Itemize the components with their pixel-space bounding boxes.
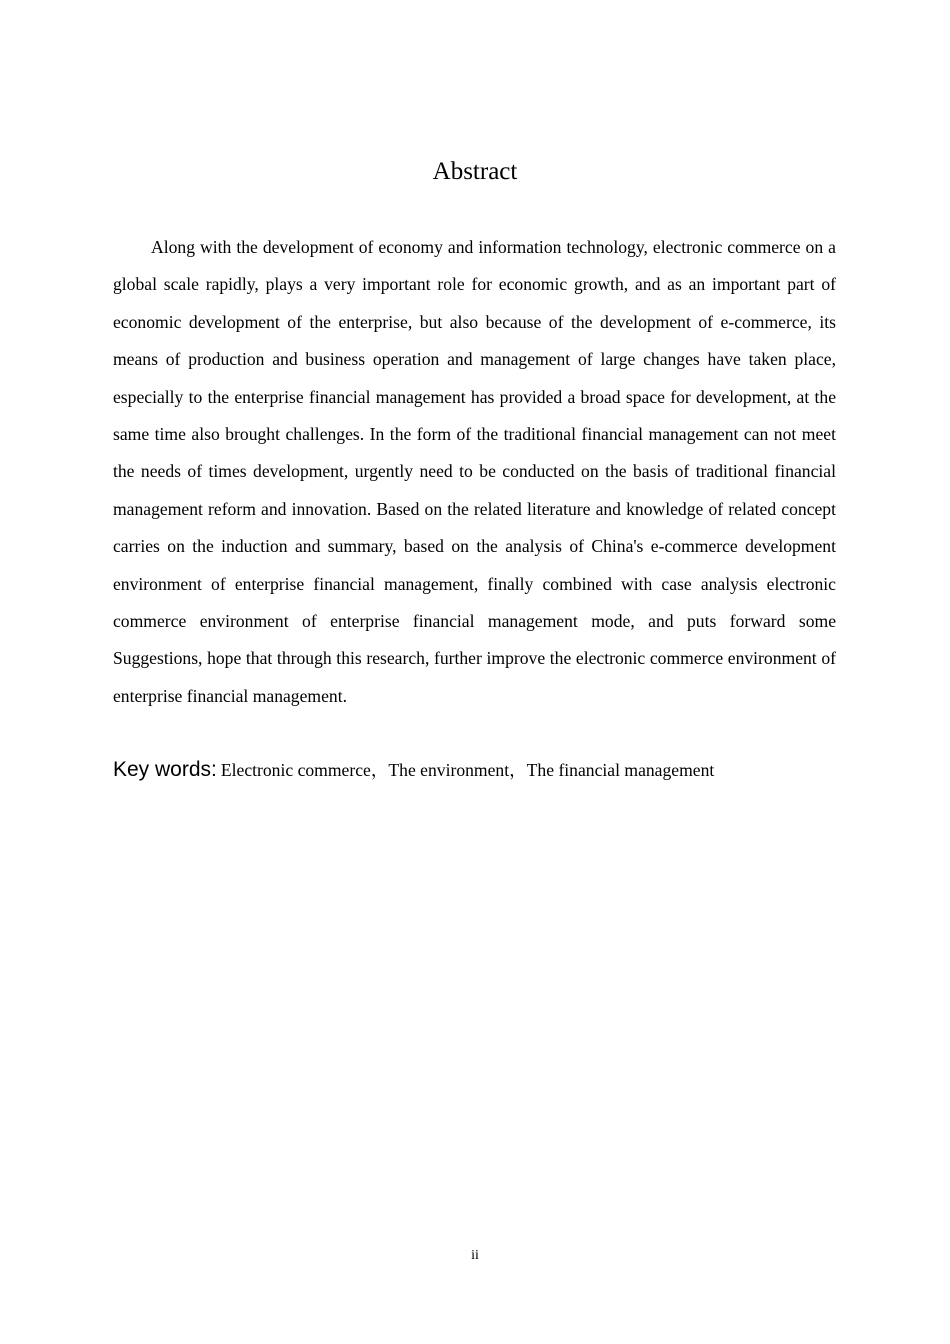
abstract-paragraph: Along with the development of economy and information technology, electronic commerce on a global scale rapidly, plays a very important role for economic growth, and as an important part of economic development of the enterprise, but also because of the development of e-commerce, its means of production and business operation and management of large changes have taken place, especially to the enterprise financial management has provided a broad space for development, at the same time also brought challenges. In the form of the traditional financial management can not meet the needs of times development, urgently need to be conducted on the basis of traditional financial management reform and innovation. Based on the related literature and knowledge of related concept carries on the induction and summary, based on the analysis of China's e-commerce development environment of enterprise financial management, finally combined with case analysis electronic commerce environment of enterprise financial management mode, and puts forward some Suggestions, hope that through this research, further improve the electronic commerce environment of enterprise financial management. [113,237,836,706]
keywords-label: Key words: [113,758,217,781]
page-title: Abstract [432,158,518,185]
keywords-list: Electronic commerce，The environment，The financial management [220,760,715,780]
page-number: ii [471,1248,479,1263]
keywords-line [113,753,836,789]
